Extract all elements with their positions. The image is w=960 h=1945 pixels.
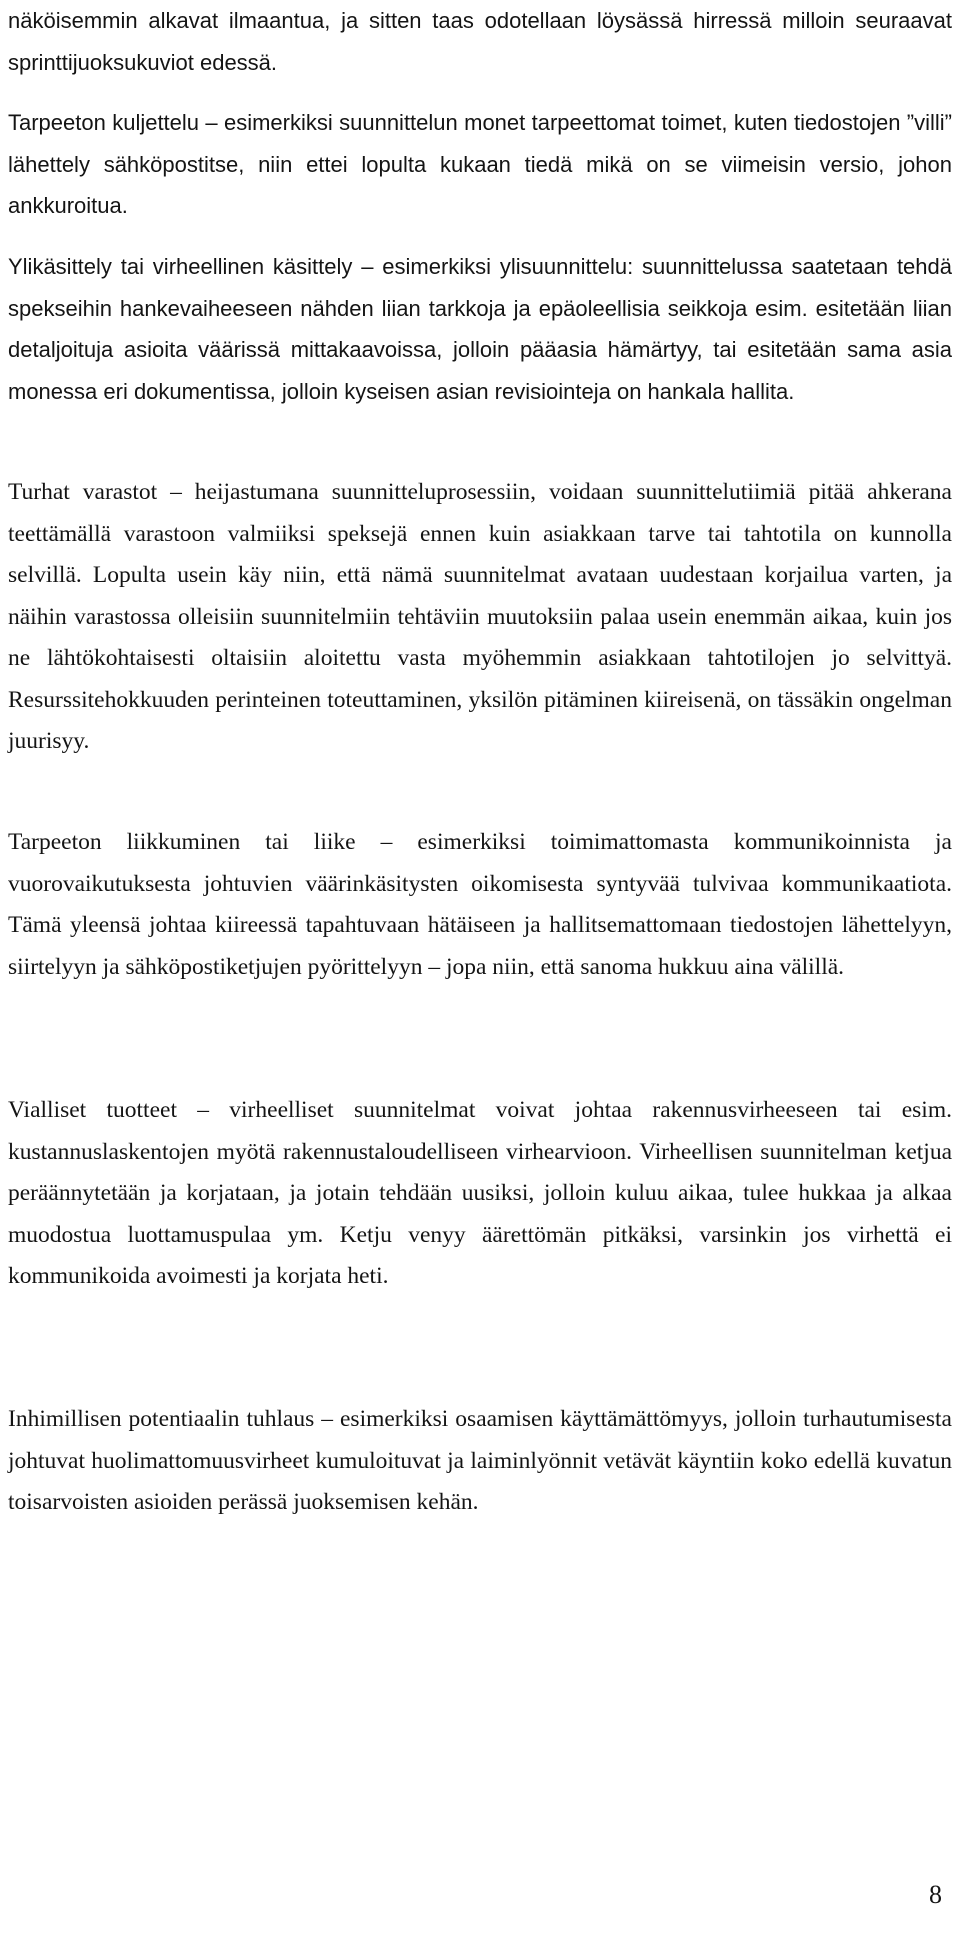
page-number: 8 [929, 1880, 942, 1909]
paragraph-inhimillisen-potentiaalin-tuhlaus: Inhimillisen potentiaalin tuhlaus – esimerkiksi osaamisen käyttämättömyys, jolloin turhautumisesta johtuvat huolimattomuusvirheet kumuloituvat ja laiminlyönnit vetävät käyntiin koko edellä kuvatun toisarvoisten asioiden perässä juoksemisen kehän. [8, 1406, 952, 1515]
document-page [8, 0, 952, 1945]
paragraph-tarpeeton-liikkuminen: Tarpeeton liikkuminen tai liike – esimerkiksi toimimattomasta kommunikoinnista ja vuorovaikutuksesta johtuvien väärinkäsitysten oikomisesta syntyvää tulvivaa kommunikaatiota. Tämä yleensä johtaa kiireessä tapahtuvaan hätäiseen ja hallitsemattomaan tiedostojen lähettelyyn, siirtelyyn ja sähköpostiketjujen pyörittelyyn – jopa niin, että sanoma hukkuu aina välillä. [8, 829, 952, 980]
paragraph-tarpeeton-kuljettelu: Tarpeeton kuljettelu – esimerkiksi suunnittelun monet tarpeettomat toimet, kuten tiedostojen ”villi” lähettely sähköpostitse, niin ettei lopulta kukaan tiedä mikä on se viimeisin versio, johon ankkuroitua. [8, 110, 952, 218]
paragraph-ylikasittely: Ylikäsittely tai virheellinen käsittely – esimerkiksi ylisuunnittelu: suunnittelussa saatetaan tehdä spekseihin hankevaiheeseen nähden liian tarkkoja ja epäoleellisia seikkoja esim. esitetään liian detaljoituja asioita väärissä mittakaavoissa, jolloin pääasia hämärtyy, tai esitetään sama asia monessa eri dokumentissa, jolloin kyseisen asian revisiointeja on hankala hallita. [8, 254, 952, 404]
paragraph-vialliset-tuotteet: Vialliset tuotteet – virheelliset suunnitelmat voivat johtaa rakennusvirheeseen tai esim. kustannuslaskentojen myötä rakennustaloudelliseen virhearvioon. Virheellisen suunnitelman ketjua peräännytetään ja korjataan, ja jotain tehdään uusiksi, jolloin kuluu aikaa, tulee hukkaa ja alkaa muodostua luottamuspulaa ym. Ketju venyy äärettömän pitkäksi, varsinkin jos virhettä ei kommunikoida avoimesti ja korjata heti. [8, 1097, 952, 1289]
paragraph-turhat-varastot: Turhat varastot – heijastumana suunnitteluprosessiin, voidaan suunnittelutiimiä pitää ahkerana teettämällä varastoon valmiiksi speksejä ennen kuin asiakkaan tarve tai tahtotila on kunnolla selvillä. Lopulta usein käy niin, että nämä suunnitelmat avataan uudestaan korjailua varten, ja näihin varastossa olleisiin suunnitelmiin tehtäviin muutoksiin palaa usein enemmän aikaa, kuin jos ne lähtökohtaisesti oltaisiin aloitettu vasta myöhemmin asiakkaan tahtotilojen jo selvittyä. Resurssitehokkuuden perinteinen toteuttaminen, yksilön pitäminen kiireisenä, on tässäkin ongelman juurisyy. [8, 479, 952, 754]
paragraph-sprint-continuation: näköisemmin alkavat ilmaantua, ja sitten taas odotellaan löysässä hirressä milloin seuraavat sprinttijuoksukuviot edessä. [8, 8, 952, 75]
